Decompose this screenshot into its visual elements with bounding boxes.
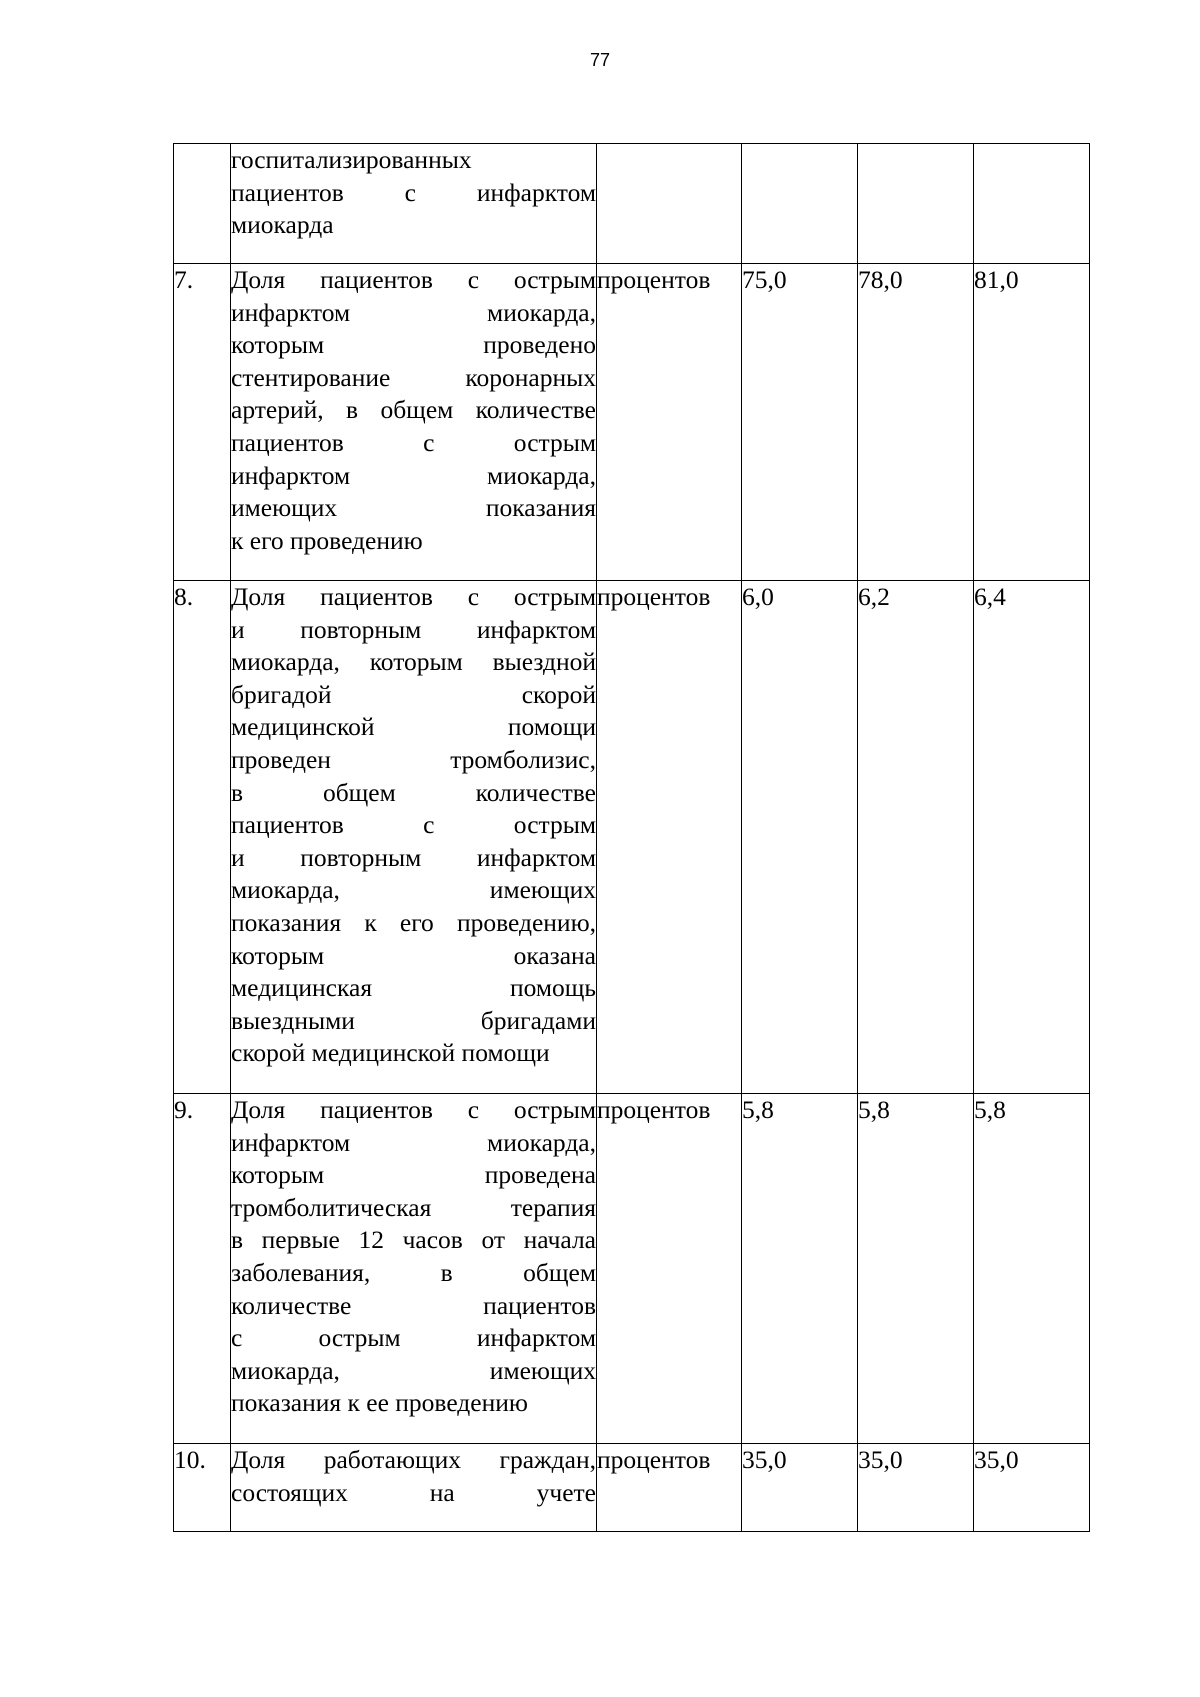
description-line: которым оказана [231, 940, 596, 970]
value-cell-2 [858, 144, 974, 264]
table-row [174, 264, 1090, 581]
table-row [174, 1094, 1090, 1444]
page-number: 77 [589, 50, 611, 70]
description-line: миокарда, имеющих [231, 875, 596, 905]
description-line: миокарда [231, 210, 334, 240]
value-cell-3: 5,8 [974, 1094, 1090, 1444]
description-line: инфарктом миокарда, [231, 1127, 596, 1157]
description-line: количестве пациентов [231, 1290, 596, 1320]
description-line: пациентов с острым [231, 427, 596, 457]
table-row [174, 581, 1090, 1094]
value-cell-2: 5,8 [858, 1094, 974, 1444]
description-cell [231, 144, 597, 264]
row-number-cell: 7. [174, 264, 231, 581]
description-line: показания к его проведению, [231, 907, 596, 937]
description-line: Доля работающих граждан, [231, 1445, 596, 1474]
description-line: в общем количестве [231, 777, 596, 807]
description-cell [231, 264, 597, 581]
description-cell [231, 1444, 597, 1532]
description-line: показания к ее проведению [231, 1388, 528, 1418]
description-cell [231, 1094, 597, 1444]
table-body [174, 144, 1090, 1532]
description-line: медицинская помощь [231, 973, 596, 1003]
value-cell-1 [742, 144, 858, 264]
description-line: заболевания, в общем [231, 1257, 596, 1287]
value-cell-2: 78,0 [858, 264, 974, 581]
value-cell-1: 6,0 [742, 581, 858, 1094]
description-line: которым проведена [231, 1160, 596, 1190]
value-cell-2: 35,0 [858, 1444, 974, 1532]
row-number-cell [174, 144, 231, 264]
description-line: выездными бригадами [231, 1005, 596, 1035]
description-line: проведен тромболизис, [231, 744, 596, 774]
value-cell-3: 81,0 [974, 264, 1090, 581]
description-line: стентирование коронарных [231, 362, 596, 392]
description-line: в первые 12 часов от начала [231, 1225, 596, 1255]
value-cell-1: 35,0 [742, 1444, 858, 1532]
description-line: артерий, в общем количестве [231, 395, 596, 425]
description-line: состоящих на учете [231, 1477, 596, 1507]
description-line: медицинской помощи [231, 712, 596, 742]
value-cell-3: 6,4 [974, 581, 1090, 1094]
table-row [174, 1444, 1090, 1532]
unit-cell: процентов [597, 1094, 742, 1444]
description-line: Доля пациентов с острым [231, 582, 596, 611]
value-cell-1: 5,8 [742, 1094, 858, 1444]
description-line: бригадой скорой [231, 679, 596, 709]
description-line: пациентов с инфарктом [231, 177, 596, 207]
unit-cell: процентов [597, 264, 742, 581]
description-line: тромболитическая терапия [231, 1192, 596, 1222]
table-row [174, 144, 1090, 264]
unit-cell: процентов [597, 1444, 742, 1532]
description-line: пациентов с острым [231, 810, 596, 840]
value-cell-3: 35,0 [974, 1444, 1090, 1532]
row-number-cell: 10. [174, 1444, 231, 1532]
row-number-cell: 9. [174, 1094, 231, 1444]
value-cell-1: 75,0 [742, 264, 858, 581]
row-number-cell: 8. [174, 581, 231, 1094]
indicators-table [173, 143, 1090, 1532]
unit-cell: процентов [597, 581, 742, 1094]
value-cell-3 [974, 144, 1090, 264]
description-line: скорой медицинской помощи [231, 1038, 550, 1068]
description-line: Доля пациентов с острым [231, 265, 596, 294]
description-line: Доля пациентов с острым [231, 1095, 596, 1124]
description-line: и повторным инфарктом [231, 614, 596, 644]
description-line: с острым инфарктом [231, 1323, 596, 1353]
description-line: инфарктом миокарда, [231, 460, 596, 490]
value-cell-2: 6,2 [858, 581, 974, 1094]
unit-cell [597, 144, 742, 264]
description-line: инфарктом миокарда, [231, 297, 596, 327]
description-line: миокарда, которым выездной [231, 647, 596, 677]
description-line: к его проведению [231, 525, 423, 555]
description-line: миокарда, имеющих [231, 1355, 596, 1385]
description-line: которым проведено [231, 330, 596, 360]
description-line: и повторным инфарктом [231, 842, 596, 872]
description-line: госпитализированных [231, 145, 472, 174]
description-line: имеющих показания [231, 493, 596, 523]
description-cell [231, 581, 597, 1094]
